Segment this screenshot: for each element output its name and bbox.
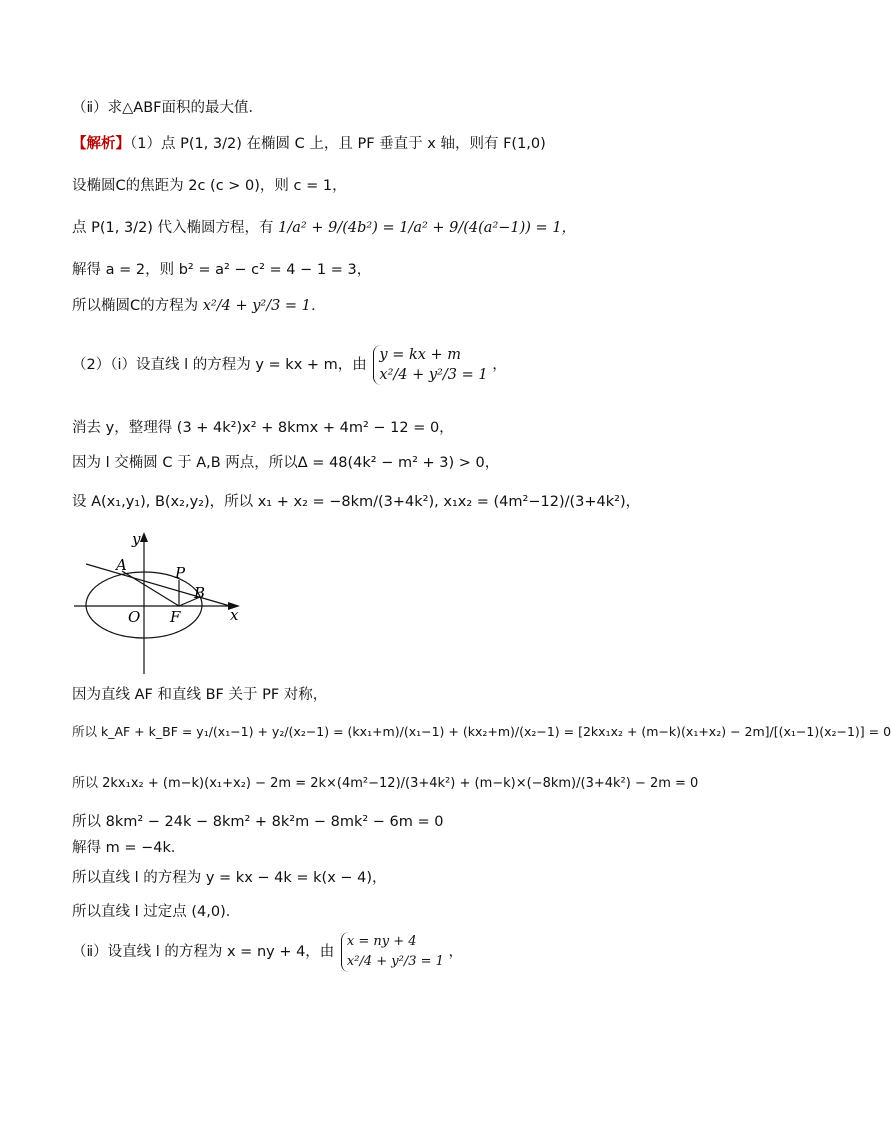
p2-line3: 因为 l 交椭圆 C 于 A,B 两点，所以Δ = 48(4k² − m² + 3) > 0， (72, 455, 500, 471)
p2-line8: 所以 8km² − 24k − 8km² + 8k²m − 8mk² − 6m = 0 (72, 814, 444, 830)
analysis-line-13 (72, 812, 443, 832)
label-b: B (194, 584, 206, 602)
p2-line2: 消去 y，整理得 (3 + 4k²)x² + 8kmx + 4m² − 12 = 0， (72, 420, 454, 436)
label-y: y (132, 530, 141, 548)
label-x: x (230, 606, 239, 624)
question-ii-text: （ⅱ）求△ABF面积的最大值． (72, 100, 263, 116)
ellipse-figure (70, 528, 260, 678)
label-a: A (116, 556, 127, 574)
line-l (86, 564, 230, 606)
equation-system-1 (373, 345, 487, 385)
system2-eq-b: x²/4 + y²/3 = 1 (346, 954, 444, 969)
analysis-line-2 (72, 176, 347, 196)
p1-line3-eq: 1/a² + 9/(4b²) = 1/a² + 9/(4(a²−1)) = 1， (278, 220, 577, 236)
p1-line1: （1）点 P(1, 3/2) 在椭圆 C 上，且 PF 垂直于 x 轴，则有 F(1,0) (130, 136, 546, 152)
label-f: F (170, 608, 181, 626)
p2-line11: 所以直线 l 过定点 (4,0)． (72, 904, 241, 920)
system1-eq-a: y = kx + m (379, 347, 462, 363)
system2-eq-a: x = ny + 4 (346, 934, 417, 949)
analysis-line-17: （ⅱ）设直线 l 的方程为 x = ny + 4，由 x = ny + 4 x²/4 + y²/3 = 1 ， (72, 932, 463, 972)
p1-line4: 解得 a = 2，则 b² = a² − c² = 4 − 1 = 3， (72, 262, 372, 278)
p1-line3-pre: 点 P(1, 3/2) 代入椭圆方程，有 (72, 220, 274, 236)
analysis-line-5 (72, 296, 325, 316)
p2-line6: 所以 k_AF + k_BF = y₁/(x₁−1) + y₂/(x₂−1) = (kx₁+m)/(x₁−1) + (kx₂+m)/(x₂−1) = [2kx₁x₂ + (m−k)(x₁+x₂) − 2m]/[(x₁−1)(x₂−1)] = 0 (72, 724, 891, 739)
p2-line10: 所以直线 l 的方程为 y = kx − 4k = k(x − 4)， (72, 870, 387, 886)
p1-line2: 设椭圆C的焦距为 2c (c > 0)，则 c = 1， (72, 178, 347, 194)
analysis-line-3 (72, 218, 576, 238)
analysis-line-6: （2）（ⅰ）设直线 l 的方程为 y = kx + m，由 y = kx + m x²/4 + y²/3 = 1 ， (72, 347, 507, 383)
system1-eq-b: x²/4 + y²/3 = 1 (379, 367, 488, 383)
analysis-line-16 (72, 902, 240, 922)
analysis-tag: 【解析】 (72, 136, 130, 152)
analysis-line-7 (72, 418, 454, 438)
label-p: P (175, 564, 186, 582)
p3-line1-pre: （ⅱ）设直线 l 的方程为 x = ny + 4，由 (72, 944, 335, 960)
p1-line5-eq: x²/4 + y²/3 = 1． (202, 298, 326, 314)
analysis-line-11 (72, 722, 891, 742)
p2-line1-pre: （2）（ⅰ）设直线 l 的方程为 y = kx + m，由 (72, 357, 367, 373)
analysis-line-9 (72, 492, 640, 512)
p1-line5-pre: 所以椭圆C的方程为 (72, 298, 199, 314)
analysis-line-1 (72, 134, 546, 154)
analysis-line-10 (72, 685, 327, 705)
analysis-line-12 (72, 774, 698, 794)
y-axis-arrow (140, 532, 148, 542)
analysis-line-8 (72, 453, 499, 473)
analysis-line-15 (72, 868, 387, 888)
equation-system-2 (341, 932, 444, 972)
label-o: O (128, 608, 141, 626)
p2-line7: 所以 2kx₁x₂ + (m−k)(x₁+x₂) − 2m = 2k×(4m²−12)/(3+4k²) + (m−k)×(−8km)/(3+4k²) − 2m = 0 (72, 776, 699, 791)
p2-line4: 设 A(x₁,y₁), B(x₂,y₂)，所以 x₁ + x₂ = −8km/(3+4k²), x₁x₂ = (4m²−12)/(3+4k²)， (72, 494, 641, 510)
question-ii (72, 98, 263, 118)
p2-line9: 解得 m = −4k． (72, 840, 186, 856)
analysis-line-4 (72, 260, 371, 280)
p2-line5: 因为直线 AF 和直线 BF 关于 PF 对称， (72, 687, 328, 703)
analysis-line-14 (72, 838, 185, 858)
